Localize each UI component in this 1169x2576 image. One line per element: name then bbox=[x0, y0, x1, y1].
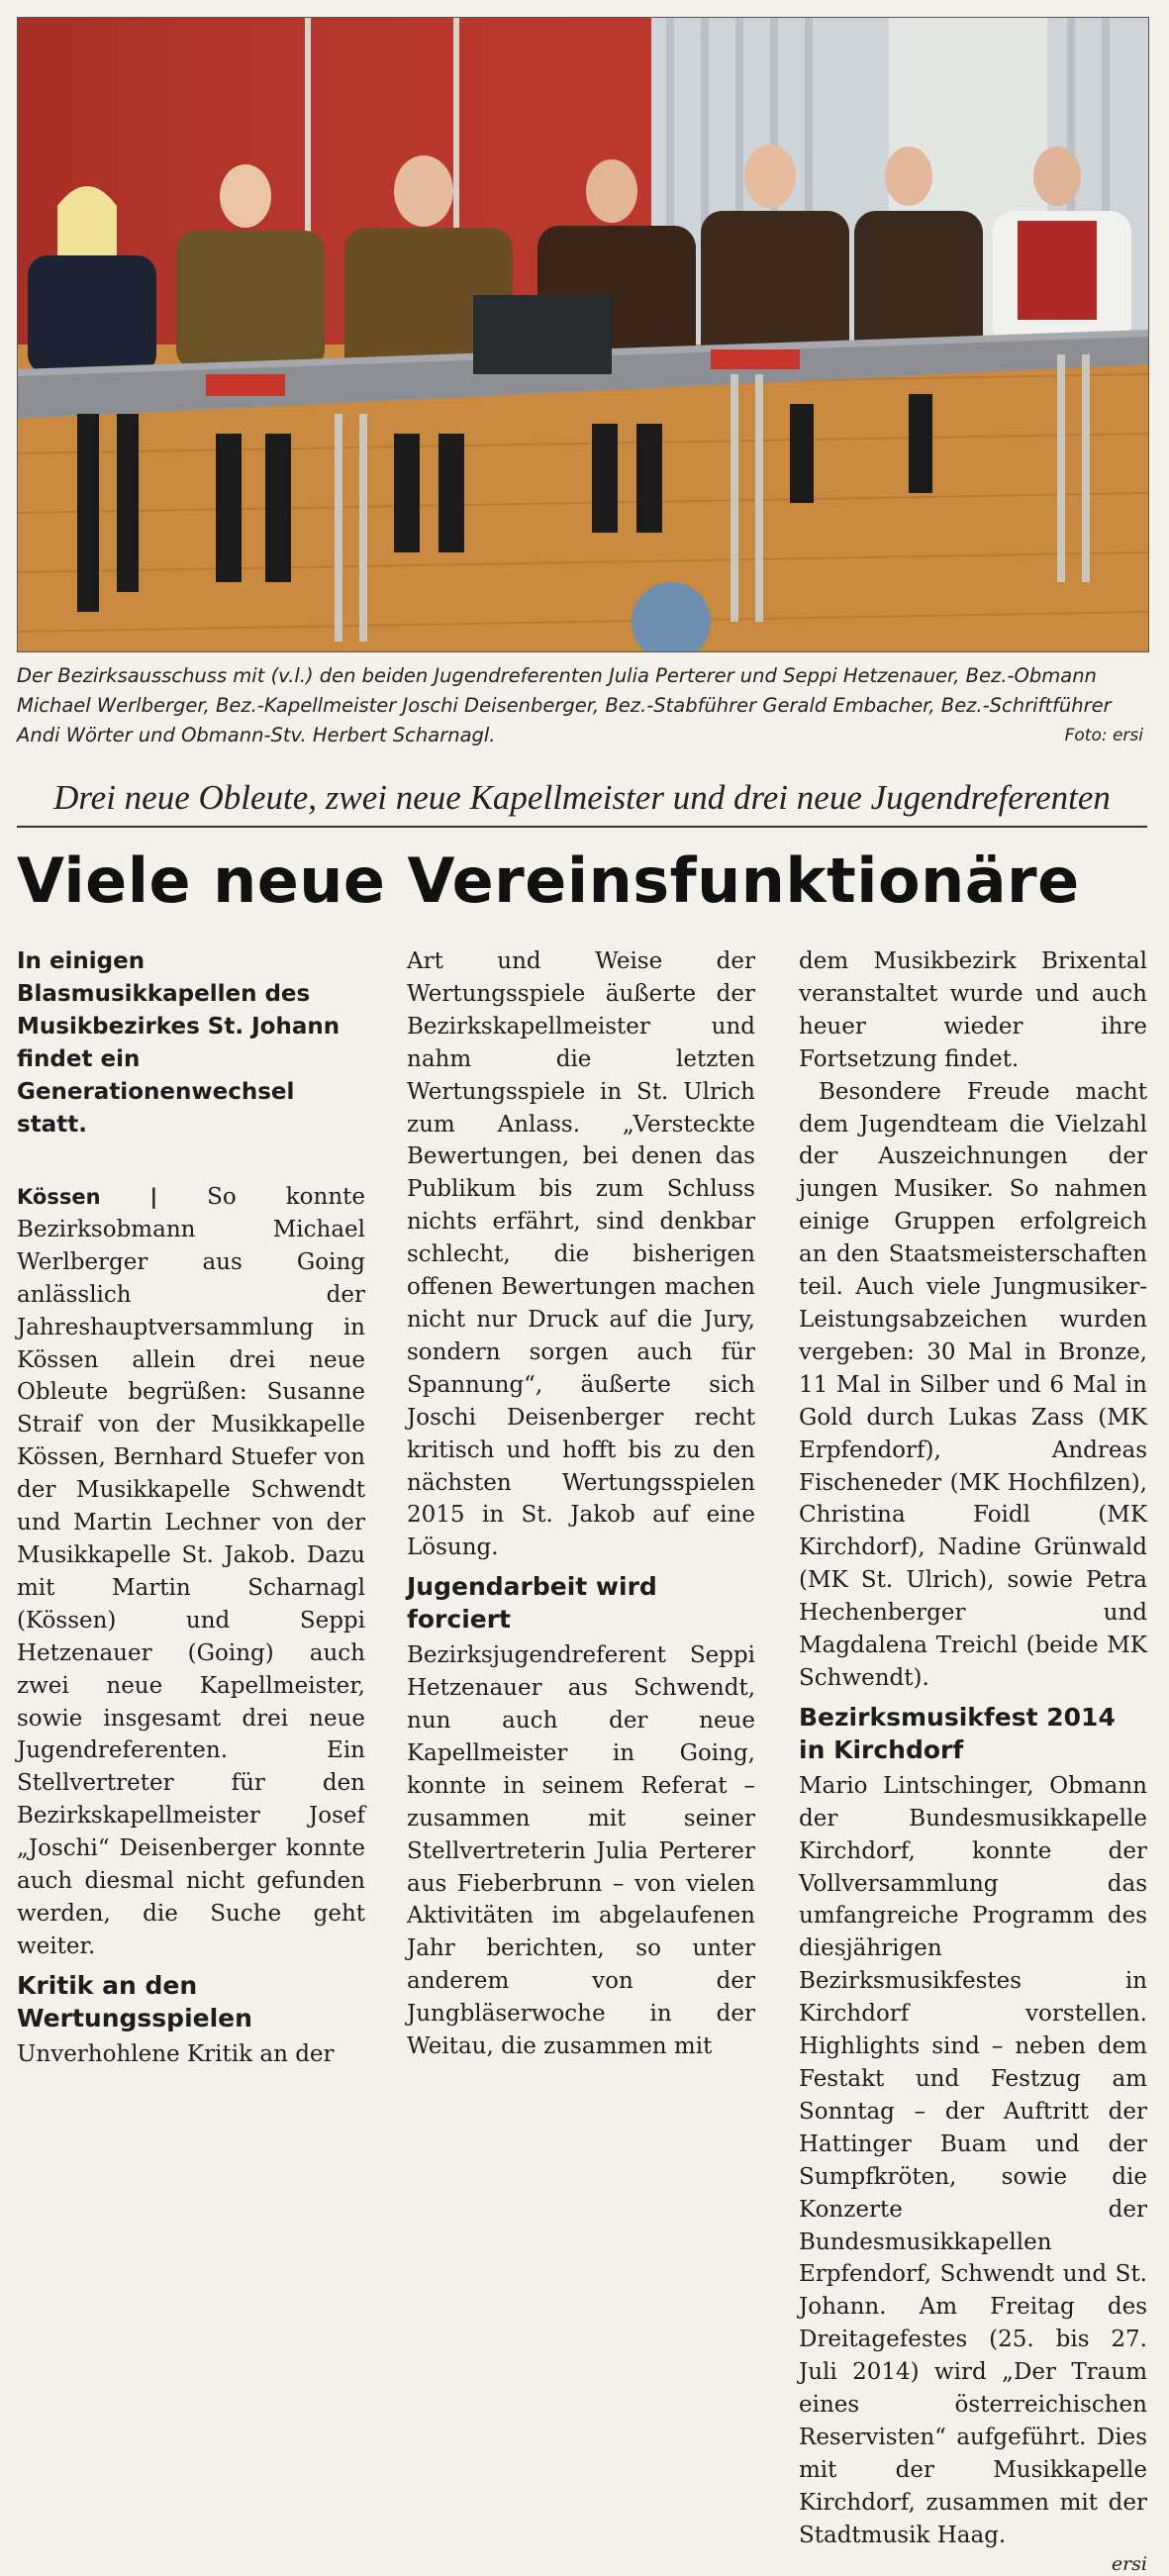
article-column-3 bbox=[799, 945, 1147, 2576]
body-paragraph: dem Musikbezirk Brixental veranstaltet wurde und auch heuer wieder ihre Fortsetzung findet. bbox=[799, 948, 1147, 1072]
group-photo bbox=[17, 17, 1149, 652]
section-heading: Jugendarbeit wird forciert bbox=[407, 1572, 657, 1635]
dateline: Kössen | bbox=[17, 1185, 158, 1209]
group-photo-icon bbox=[18, 18, 1148, 651]
article-column-2 bbox=[407, 945, 755, 2063]
body-paragraph: Mario Lintschinger, Obmann der Bundesmusikkapelle Kirchdorf, konnte der Vollversammlung das umfangreiche Programm des diesjährigen Bezirksmusikfestes in Kirchdorf vorstellen. Highlights sind – neben dem Festakt und Festzug am Sonntag – der Auftritt der Hattinger Buam und der Sumpfkröten, sowie die Konzerte der Bundesmusikkapellen Erpfendorf, Schwendt und St. Johann. Am Freitag des Dreitagefestes (25. bis 27. Juli 2014) wird „Der Traum eines österreichischen Reservisten“ aufgeführt. Dies mit der Musikkapelle Kirchdorf, zusammen mit der Stadtmusik Haag. bbox=[799, 1772, 1147, 2548]
section-heading: Kritik an den Wertungsspielen bbox=[17, 1970, 252, 2032]
body-paragraph: Besondere Freude macht dem Jugendteam die Vielzahl der Auszeichnungen der jungen Musiker. So nahmen einige Gruppen erfolgreich an den Staatsmeisterschaften teil. Auch viele Jungmusiker-Leistungsabzeichen wurden vergeben: 30 Mal in Bronze, 11 Mal in Silber und 6 Mal in Gold durch Lukas Zass (MK Erpfendorf), Andreas Fischeneder (MK Hochfilzen), Christina Foidl (MK Kirchdorf), Nadine Grünwald (MK St. Ulrich), sowie Petra Hechenberger und Magdalena Treichl (beide MK Schwendt). bbox=[799, 1078, 1147, 1691]
body-paragraph bbox=[17, 1181, 365, 1963]
photo-credit: Foto: ersi bbox=[1064, 726, 1143, 745]
subheadline: Drei neue Obleute, zwei neue Kapellmeister und drei neue Jugendreferenten bbox=[53, 778, 1111, 817]
body-paragraph: Bezirksjugendreferent Seppi Hetzenauer aus Schwendt, nun auch der neue Kapellmeister in Going, konnte in seinem Referat – zusammen mit seiner Stellvertreterin Julia Perterer aus Fieberbrunn – von vielen Aktivitäten im abgelaufenen Jahr berichten, so unter anderem von der Jungbläserwoche in der Weitau, die zusammen mit bbox=[407, 1642, 755, 2060]
body-paragraph: Art und Weise der Wertungsspiele äußerte der Bezirkskapellmeister und nahm die letzten Wertungsspiele in St. Ulrich zum Anlass. „Versteckte Bewertungen, bei denen das Publikum bis zum Schluss nichts erfährt, sind denkbar schlecht, die bisherigen offenen Bewertungen machen nicht nur Druck auf die Jury, sondern sorgen auch für Spannung“, äußerte sich Joschi Deisenberger recht kritisch und hofft bis zu den nächsten Wertungsspielen 2015 in St. Jakob auf eine Lösung. bbox=[407, 948, 755, 1561]
caption-text: Der Bezirksausschuss mit (v.l.) den beiden Jugendreferenten Julia Perterer und Seppi Hetzenauer, Bez.-Obmann Michael Werlberger, Bez.-Kapellmeister Joschi Deisenberger, Bez.-Stabführer Gerald Embacher, Bez.-Schriftführer Andi Wörter und Obmann-Stv. Herbert Scharnagl. bbox=[17, 664, 1112, 746]
author-signature: ersi bbox=[1111, 2552, 1147, 2575]
photo-caption bbox=[17, 661, 1147, 750]
headline: Viele neue Vereinsfunktionäre bbox=[17, 844, 1080, 917]
body-paragraph: Unverhohlene Kritik an der bbox=[17, 2040, 335, 2067]
lead-paragraph: In einigen Blasmusikkapellen des Musikbezirkes St. Johann findet ein Generationenwechsel statt. bbox=[17, 948, 341, 1138]
article-column-1 bbox=[17, 945, 365, 2071]
body-text: So konnte Bezirksobmann Michael Werlberger aus Going anlässlich der Jahreshauptversammlung in Kössen allein drei neue Obleute begrüßen: Susanne Straif von der Musikkapelle Kössen, Bernhard Stuefer von der Musikkapelle Schwendt und Martin Lechner von der Musikkapelle St. Jakob. Dazu mit Martin Scharnagl (Kössen) und Seppi Hetzenauer (Going) auch zwei neue Kapellmeister, sowie insgesamt drei neue Jugendreferenten. Ein Stellvertreter für den Bezirkskapellmeister Josef „Joschi“ Deisenberger konnte auch diesmal nicht gefunden werden, die Suche geht weiter. bbox=[17, 1184, 365, 1959]
divider bbox=[17, 826, 1147, 828]
section-heading: Bezirksmusikfest 2014 in Kirchdorf bbox=[799, 1702, 1116, 1764]
